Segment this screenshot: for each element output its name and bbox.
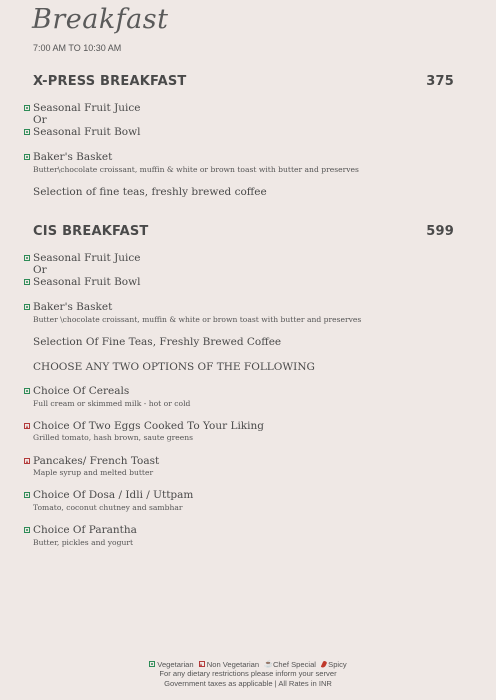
- veg-mark-icon: [24, 105, 30, 111]
- legend-veg: Vegetarian: [157, 659, 194, 669]
- menu-item: Baker's Basket: [33, 301, 113, 313]
- menu-item-description: Butter, pickles and yogurt: [33, 538, 134, 547]
- section-price: 375: [426, 74, 454, 89]
- menu-item: Baker's Basket: [33, 151, 113, 163]
- menu-item: Seasonal Fruit Juice: [33, 252, 141, 264]
- menu-item: Selection Of Fine Teas, Freshly Brewed Coffee: [33, 336, 282, 348]
- veg-mark-icon: [24, 129, 30, 135]
- section-heading: [33, 74, 454, 89]
- menu-item: Seasonal Fruit Bowl: [33, 126, 141, 138]
- menu-item-description: Butter \chocolate croissant, muffin & white or brown toast with butter and preserves: [33, 315, 362, 324]
- menu-item: Choice Of Dosa / Idli / Uttpam: [33, 489, 194, 501]
- chef-hat-icon: ☕: [264, 661, 273, 668]
- page-title: Breakfast: [32, 4, 169, 35]
- options-instruction: CHOOSE ANY TWO OPTIONS OF THE FOLLOWING: [33, 361, 315, 373]
- menu-item: Selection of fine teas, freshly brewed coffee: [33, 186, 267, 198]
- menu-item-description: Butter\chocolate croissant, muffin & white or brown toast with butter and preserves: [33, 165, 359, 174]
- veg-mark-icon: [24, 154, 30, 160]
- menu-item-description: Tomato, coconut chutney and sambhar: [33, 503, 183, 512]
- section-heading: [33, 224, 454, 239]
- menu-item: Choice Of Cereals: [33, 385, 130, 397]
- menu-item: Seasonal Fruit Juice: [33, 102, 141, 114]
- legend-chef: Chef Special: [272, 659, 316, 669]
- veg-mark-icon: [24, 304, 30, 310]
- veg-mark-icon: [24, 527, 30, 533]
- menu-item-description: Maple syrup and melted butter: [33, 468, 154, 477]
- veg-mark-icon: [24, 279, 30, 285]
- tax-note: Government taxes as applicable | All Rates in INR: [164, 679, 332, 688]
- menu-item-description: Grilled tomato, hash brown, saute greens: [33, 433, 193, 442]
- veg-mark-icon: [24, 255, 30, 261]
- veg-mark-icon: [24, 492, 30, 498]
- menu-item: Choice Of Parantha: [33, 524, 137, 536]
- menu-item: Choice Of Two Eggs Cooked To Your Liking: [33, 420, 265, 432]
- nonveg-mark-icon: [24, 458, 30, 464]
- legend-nonveg: Non Vegetarian: [206, 659, 260, 669]
- section-name: CIS BREAKFAST: [33, 224, 149, 239]
- menu-item-description: Full cream or skimmed milk - hot or cold: [33, 399, 191, 408]
- menu-item: Seasonal Fruit Bowl: [33, 276, 141, 288]
- menu-connector: Or: [33, 264, 47, 276]
- section-price: 599: [426, 224, 454, 239]
- legend: [0, 659, 496, 669]
- service-hours: 7:00 AM TO 10:30 AM: [33, 43, 122, 53]
- nonveg-mark-icon: [199, 661, 205, 667]
- menu-item: Pancakes/ French Toast: [33, 455, 160, 467]
- nonveg-mark-icon: [24, 423, 30, 429]
- legend-spicy: Spicy: [328, 659, 347, 669]
- dietary-note: For any dietary restrictions please inform your server: [159, 669, 337, 678]
- veg-mark-icon: [24, 388, 30, 394]
- section-name: X-PRESS BREAKFAST: [33, 74, 187, 89]
- menu-connector: Or: [33, 114, 47, 126]
- chili-icon: [321, 660, 328, 668]
- veg-mark-icon: [149, 661, 155, 667]
